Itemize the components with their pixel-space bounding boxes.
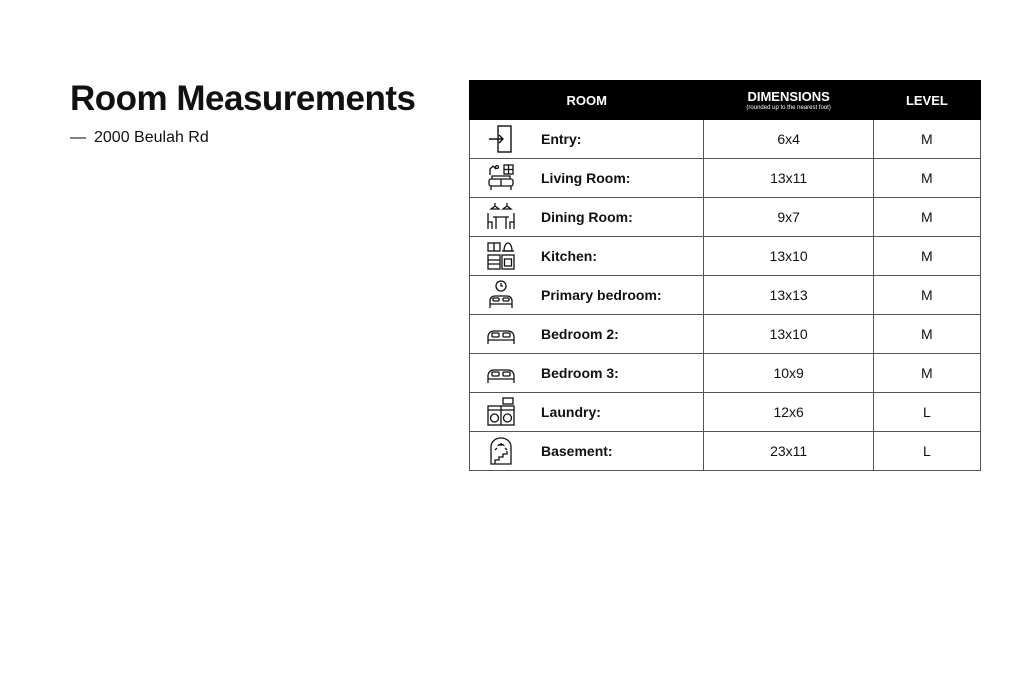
- table-row: [470, 198, 981, 237]
- room-measurements-table: [469, 80, 981, 471]
- room-level: M: [873, 276, 980, 315]
- entry-door-icon: [484, 122, 518, 156]
- room-name: Kitchen:: [541, 248, 597, 264]
- table-row: [470, 120, 981, 159]
- basement-stairs-icon: [484, 434, 518, 468]
- washer-dryer-icon: [484, 395, 518, 429]
- bed-icon: [484, 356, 518, 390]
- room-level: L: [873, 393, 980, 432]
- room-dimensions: 10x9: [704, 354, 873, 393]
- room-cell: [470, 393, 704, 432]
- room-level: M: [873, 354, 980, 393]
- room-dimensions: 6x4: [704, 120, 873, 159]
- table-row: [470, 276, 981, 315]
- room-level: M: [873, 120, 980, 159]
- table-row: [470, 432, 981, 471]
- room-name: Living Room:: [541, 170, 631, 186]
- header-dimensions: [704, 81, 873, 120]
- room-level: L: [873, 432, 980, 471]
- room-cell: [470, 198, 704, 237]
- room-cell: [470, 432, 704, 471]
- room-dimensions: 13x11: [704, 159, 873, 198]
- table-row: [470, 315, 981, 354]
- room-name: Bedroom 2:: [541, 326, 619, 342]
- header-level: LEVEL: [873, 81, 980, 120]
- room-dimensions: 12x6: [704, 393, 873, 432]
- room-dimensions: 23x11: [704, 432, 873, 471]
- page-title: Room Measurements: [70, 79, 416, 118]
- room-name: Dining Room:: [541, 209, 633, 225]
- table-row: [470, 354, 981, 393]
- header-dimensions-note: (rounded up to the nearest foot): [746, 105, 831, 111]
- room-name: Entry:: [541, 131, 582, 147]
- header-room: ROOM: [470, 81, 704, 120]
- room-level: M: [873, 198, 980, 237]
- bed-icon: [484, 317, 518, 351]
- room-dimensions: 13x13: [704, 276, 873, 315]
- room-dimensions: 9x7: [704, 198, 873, 237]
- subtitle-dash: —: [70, 129, 86, 146]
- table-row: [470, 393, 981, 432]
- room-level: M: [873, 159, 980, 198]
- table-header-row: [470, 81, 981, 120]
- address-line: [70, 128, 209, 148]
- room-dimensions: 13x10: [704, 315, 873, 354]
- table-row: [470, 237, 981, 276]
- header-dimensions-label: DIMENSIONS: [747, 89, 830, 104]
- kitchen-icon: [484, 239, 518, 273]
- room-dimensions: 13x10: [704, 237, 873, 276]
- room-cell: [470, 354, 704, 393]
- table-row: [470, 159, 981, 198]
- room-level: M: [873, 315, 980, 354]
- room-cell: [470, 237, 704, 276]
- dining-table-icon: [484, 200, 518, 234]
- room-level: M: [873, 237, 980, 276]
- room-name: Primary bedroom:: [541, 287, 662, 303]
- primary-bed-clock-icon: [484, 278, 518, 312]
- room-name: Basement:: [541, 443, 613, 459]
- room-cell: [470, 159, 704, 198]
- room-cell: [470, 315, 704, 354]
- room-name: Bedroom 3:: [541, 365, 619, 381]
- room-cell: [470, 276, 704, 315]
- room-cell: [470, 120, 704, 159]
- property-address: 2000 Beulah Rd: [94, 129, 209, 146]
- living-room-sofa-icon: [484, 161, 518, 195]
- room-name: Laundry:: [541, 404, 601, 420]
